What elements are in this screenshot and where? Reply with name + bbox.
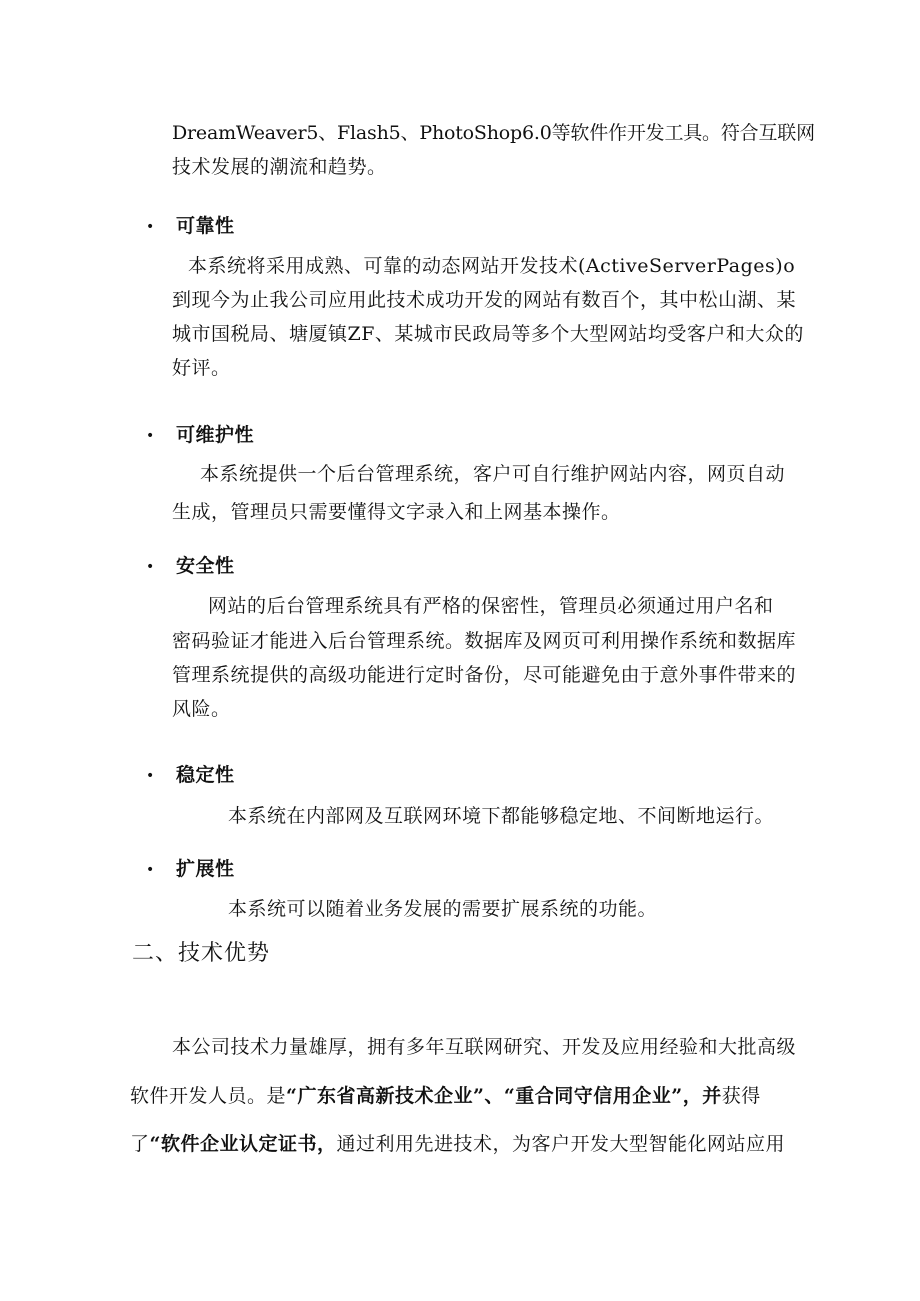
stability-line-1: 本系统在内部网及互联网环境下都能够稳定地、不间断地运行。 [228, 805, 775, 827]
intro-line-2: 技术发展的潮流和趋势。 [172, 156, 387, 178]
advantage-line-3-bold: “软件企业认定证书， [149, 1133, 337, 1155]
maintainability-line-2: 生成，管理员只需要懂得文字录入和上网基本操作。 [172, 501, 621, 523]
paragraph-extensibility [228, 892, 657, 926]
reliability-line-3: 城市国税局、塘厦镇ZF、某城市民政局等多个大型网站均受客户和大众的 [172, 323, 804, 345]
bullet-icon: • [146, 862, 155, 878]
security-line-2: 密码验证才能进入后台管理系统。数据库及网页可利用操作系统和数据库 [172, 630, 797, 652]
security-line-3: 管理系统提供的高级功能进行定时备份，尽可能避免由于意外事件带来的 [172, 664, 797, 686]
bullet-icon: • [146, 219, 155, 235]
advantage-line-3 [130, 1127, 785, 1161]
paragraph-reliability [188, 249, 795, 283]
bullet-icon: • [146, 768, 155, 784]
paragraph-maintainability [200, 457, 785, 491]
security-line-1: 网站的后台管理系统具有严格的保密性，管理员必须通过用户名和 [208, 595, 774, 617]
advantage-line-3-end: 通过利用先进技术，为客户开发大型智能化网站应用 [336, 1133, 785, 1155]
advantage-line-2-text: 软件开发人员。是 [130, 1085, 287, 1107]
heading-maintainability: 可维护性 [176, 424, 255, 446]
heading-stability: 稳定性 [176, 764, 235, 786]
paragraph-security-cont [172, 624, 796, 726]
paragraph-tech-advantage-cont2 [130, 1127, 785, 1161]
heading-extensibility: 扩展性 [176, 858, 235, 880]
advantage-line-1: 本公司技术力量雄厚，拥有多年互联网研究、开发及应用经验和大批高级 [172, 1036, 797, 1058]
advantage-line-2 [130, 1079, 761, 1113]
intro-paragraph [172, 116, 815, 184]
heading-reliability: 可靠性 [176, 215, 235, 237]
intro-line-1: DreamWeaver5、Flash5、PhotoShop6.0等软件作开发工具。符合互联网 [172, 122, 815, 144]
paragraph-stability [228, 799, 774, 833]
heading-security: 安全性 [176, 555, 235, 577]
reliability-line-4: 好评。 [172, 357, 231, 379]
bullet-icon: • [146, 559, 155, 575]
section-title-tech-advantage: 二、技术优势 [132, 941, 271, 966]
extensibility-line-1: 本系统可以随着业务发展的需要扩展系统的功能。 [228, 898, 658, 920]
reliability-line-1: 本系统将采用成熟、可靠的动态网站开发技术(ActiveServerPages)o [188, 255, 796, 277]
paragraph-security [208, 589, 774, 623]
paragraph-tech-advantage [172, 1030, 796, 1064]
paragraph-tech-advantage-cont [130, 1079, 761, 1113]
paragraph-reliability-cont [172, 283, 804, 385]
advantage-line-2-end: 获得 [721, 1085, 761, 1107]
reliability-line-2: 到现今为止我公司应用此技术成功开发的网站有数百个，其中松山湖、某 [172, 289, 797, 311]
paragraph-maintainability-cont [172, 495, 621, 529]
bullet-icon: • [146, 428, 155, 444]
maintainability-line-1: 本系统提供一个后台管理系统，客户可自行维护网站内容，网页自动 [200, 463, 786, 485]
security-line-4: 风险。 [172, 698, 231, 720]
advantage-line-3-text: 了 [130, 1133, 150, 1155]
advantage-line-2-bold: “广东省高新技术企业”、“重合同守信用企业”，并 [286, 1085, 722, 1107]
